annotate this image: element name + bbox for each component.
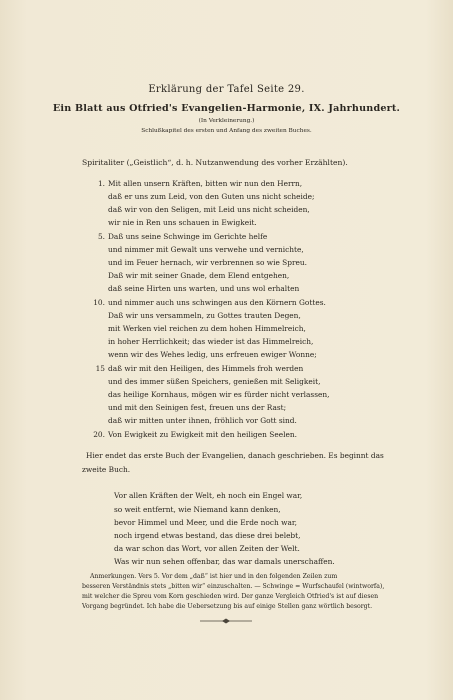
- verse-line: daß er uns zum Leid, von den Guten uns nicht scheide;: [108, 192, 315, 201]
- intro-line: Spiritaliter („Geistlich“, d. h. Nutzanwendung des vorher Erzählten).: [82, 158, 348, 167]
- verse-line: daß wir von den Seligen, mit Leid uns nicht scheiden,: [108, 205, 310, 214]
- verse-line: und nimmer mit Gewalt uns verwehe und vernichte,: [108, 245, 304, 254]
- ornament-divider: [200, 618, 252, 624]
- hymn-line: so weit entfernt, wie Niemand kann denken,: [114, 505, 281, 514]
- verse-number: 20.: [93, 430, 105, 439]
- note-line: Anmerkungen. Vers 5. Vor dem „daß“ ist hier und in den folgenden Zeilen zum: [90, 573, 338, 580]
- verse-line: Von Ewigkeit zu Ewigkeit mit den heiligen Seelen.: [108, 430, 297, 439]
- note-line: besseren Verständnis stets „bitten wir“ einzuschalten. — Schwinge = Wurfschaufel (wintworfa),: [82, 583, 385, 590]
- verse-line: in hoher Herrlichkeit; das wieder ist das Himmelreich,: [108, 337, 314, 346]
- note-line: mit welcher die Spreu vom Korn geschieden wird. Der ganze Vergleich Otfried's ist auf diesen: [82, 593, 379, 600]
- page-title: Erklärung der Tafel Seite 29.: [148, 84, 305, 95]
- caption: Schlußkapitel des ersten und Anfang des zweiten Buches.: [141, 128, 312, 134]
- verse-number: 1.: [97, 179, 105, 188]
- note-line: Vorgang begründet. Ich habe die Uebersetzung bis auf einige Stellen ganz wörtlich besorgt.: [82, 603, 373, 610]
- verse-line: daß wir mitten unter ihnen, fröhlich vor Gott sind.: [108, 416, 297, 425]
- verse-line: und des immer süßen Speichers, genießen mit Seligkeit,: [108, 377, 321, 386]
- verse-line: und mit den Seinigen fest, freuen uns der Rast;: [108, 403, 287, 412]
- hymn-line: Vor allen Kräften der Welt, eh noch ein Engel war,: [114, 491, 303, 500]
- verse-line: Daß uns seine Schwinge im Gerichte helfe: [108, 232, 268, 241]
- verse-line: Daß wir uns versammeln, zu Gottes trauten Degen,: [108, 311, 301, 320]
- closing-line: zweite Buch.: [82, 465, 131, 474]
- closing-line: Hier endet das erste Buch der Evangelien, danach geschrieben. Es beginnt das: [86, 451, 384, 460]
- verse-line: und nimmer auch uns schwingen aus den Körnern Gottes.: [108, 298, 326, 307]
- verse-line: das heilige Kornhaus, mögen wir es fürder nicht verlassen,: [108, 390, 330, 399]
- page-subtitle: Ein Blatt aus Otfried's Evangelien-Harmonie, IX. Jahrhundert.: [52, 103, 401, 114]
- verse-line: Daß wir mit seiner Gnade, dem Elend entgehen,: [108, 271, 290, 280]
- verse-number: 5.: [97, 232, 105, 241]
- verse-line: wir nie in Ren uns schauen in Ewigkeit.: [108, 218, 257, 227]
- scale-note: (In Verkleinerung.): [198, 118, 255, 124]
- verse-line: daß seine Hirten uns warten, und uns wol erhalten: [108, 284, 300, 293]
- hymn-line: noch irgend etwas bestand, das diese drei belebt,: [114, 531, 301, 540]
- verse-line: Mit allen unsern Kräften, bitten wir nun den Herrn,: [108, 179, 303, 188]
- verse-number: 15: [95, 364, 105, 373]
- hymn-line: bevor Himmel und Meer, und die Erde noch war,: [114, 518, 297, 527]
- verse-line: wenn wir des Wehes ledig, uns erfreuen ewiger Wonne;: [108, 350, 317, 359]
- hymn-line: Was wir nun sehen offenbar, das war damals unerschaffen.: [114, 557, 335, 566]
- verse-line: mit Werken viel reichen zu dem hohen Himmelreich,: [108, 324, 306, 333]
- hymn-line: da war schon das Wort, vor allen Zeiten der Welt.: [114, 544, 300, 553]
- verse-line: daß wir mit den Heiligen, des Himmels froh werden: [108, 364, 304, 373]
- verse-line: und im Feuer hernach, wir verbrennen so wie Spreu.: [108, 258, 307, 267]
- verse-number: 10.: [93, 298, 105, 307]
